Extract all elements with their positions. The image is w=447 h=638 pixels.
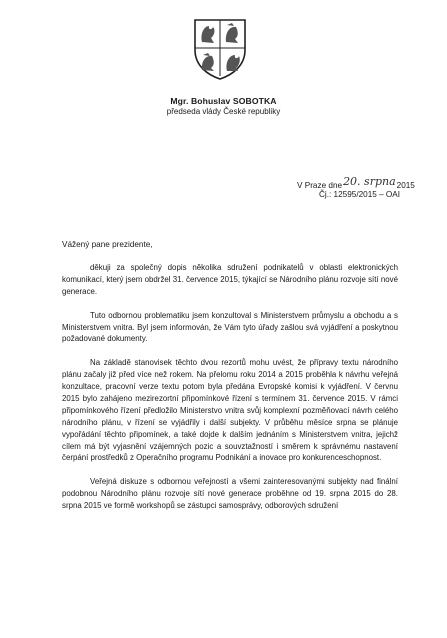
paragraph-2: Tuto odbornou problematiku jsem konzultoval s Ministerstvem průmyslu a obchodu a s Ministerstvem vnitra. Byl jsem informován, že Vám tyto úřady zašlou svá vyjádření a poskytnou požadované dokumenty. — [62, 310, 398, 344]
salutation: Vážený pane prezidente, — [62, 240, 153, 249]
paragraph-1: děkuji za společný dopis několika sdružení podnikatelů v oblasti elektronických komunikací, který jsem obdržel 31. července 2015, týkající se Národního plánu rozvoje sítí nové generace. — [62, 263, 398, 296]
paragraph-4: Veřejná diskuze s odbornou veřejností a všemi zainteresovanými subjekty nad finální podobnou Národního plánu rozvoje sítí nové generace proběhne od 19. srpna 2015 do 28. srpna 2015 ve formě workshopů se zástupci samosprávy, odborových sdružení — [62, 477, 398, 511]
date-prefix: V Praze dne — [297, 181, 343, 190]
reference-number: Čj.: 12595/2015 – OAI — [319, 190, 401, 199]
author-name: Mgr. Bohuslav SOBOTKA — [170, 96, 277, 106]
author-role: předseda vlády České republiky — [166, 107, 281, 116]
coat-of-arms-icon — [192, 18, 248, 80]
paragraph-3: Na základě stanovisek těchto dvou rezortů mohu uvést, že přípravy textu národního plánu začaly již před více než rokem. Na přelomu roku 2014 a 2015 proběhla k návrhu veřejná konzultace, pracovní verze textu potom byla předána Evropské komisi k vyjádření. V červnu 2015 bylo zahájeno mezirezortní připomínkové řízení s termínem 31. července 2015. V rámci připomínkového řízení předložilo Ministerstvo vnitra svůj komplexní pozměňovací návrh celého národního plánu, v řízení se vyjádřily i další subjekty. V průběhu měsíce srpna se plánuje vypořádání těchto připomínek, a také dojde k dalším jednáním s Ministerstvem vnitra, jejichž cílem má být vyjasnění vzájemných pozic a souvztažností i směrem k správnému nastavení čerpání prostředků z Operačního programu Podnikání a inovace pro konkurenceschopnost. — [62, 358, 398, 463]
letter-body — [62, 262, 398, 524]
date-year: 2015 — [396, 181, 415, 190]
handwritten-date: 20. srpna — [343, 175, 396, 188]
